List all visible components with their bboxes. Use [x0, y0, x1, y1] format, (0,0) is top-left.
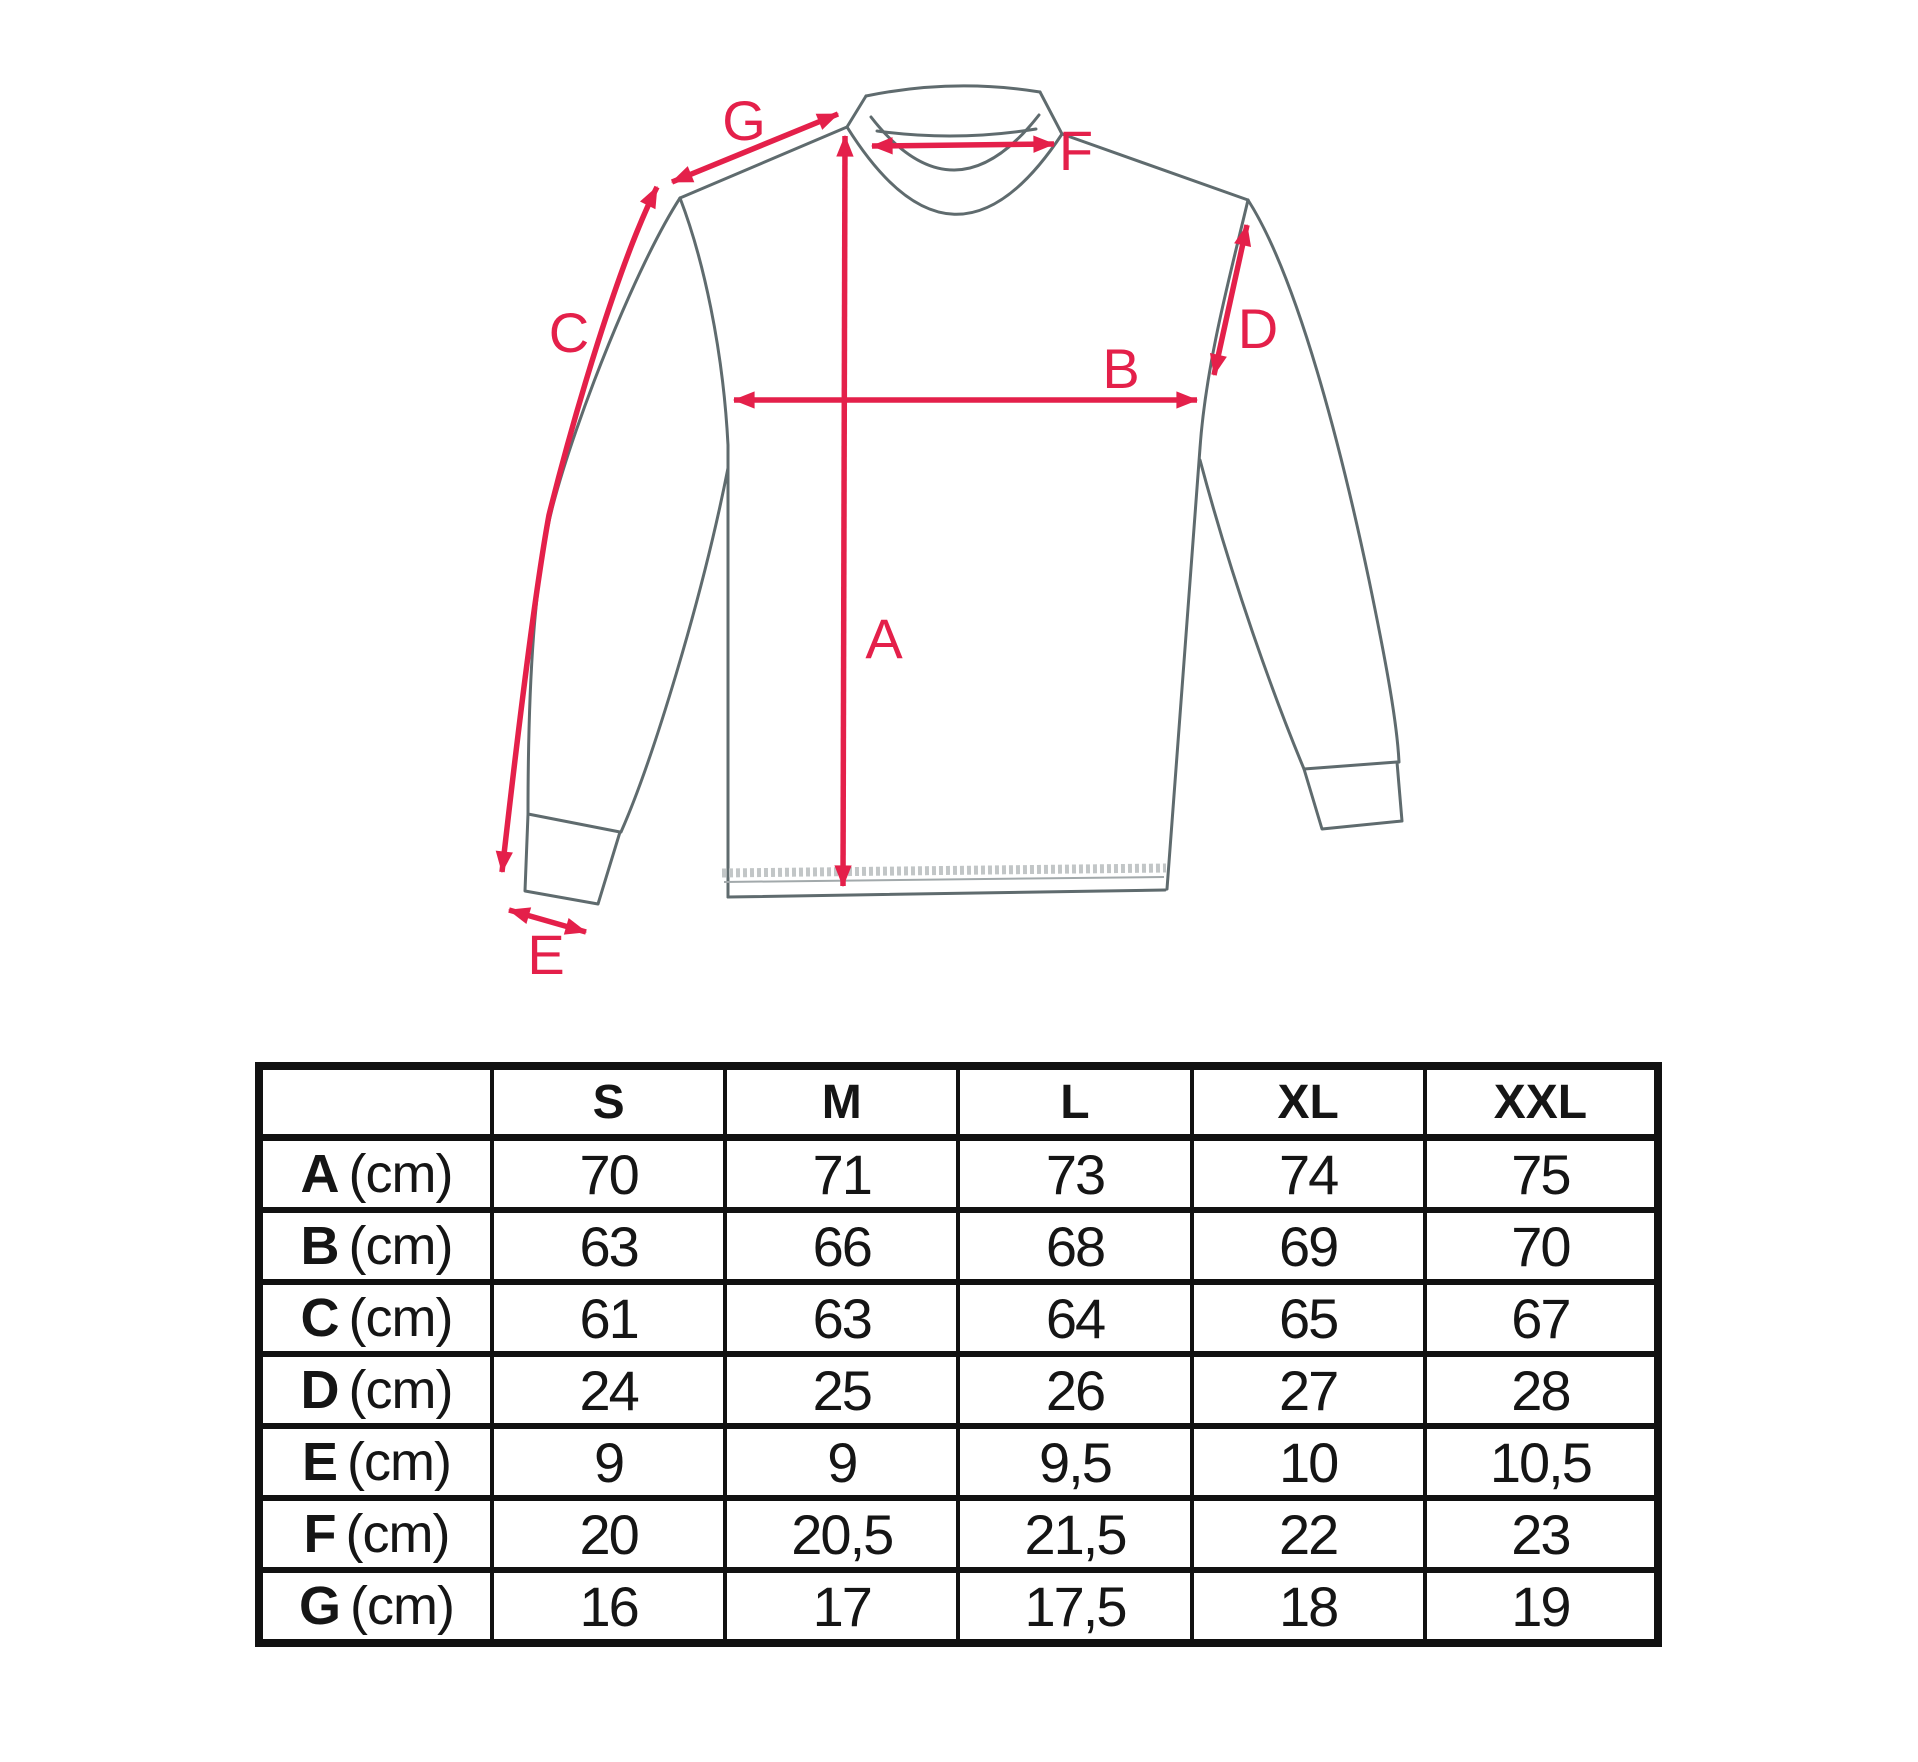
value-cell: 65 — [1192, 1282, 1425, 1354]
measure-label-d: D — [1237, 297, 1279, 360]
size-table-head — [259, 1066, 1658, 1138]
value-cell: 25 — [725, 1354, 958, 1426]
row-header — [259, 1354, 492, 1426]
measurement-arrows — [502, 114, 1247, 932]
table-row — [259, 1498, 1658, 1570]
value-cell: 67 — [1425, 1282, 1658, 1354]
size-column-header: S — [492, 1066, 725, 1138]
table-row — [259, 1282, 1658, 1354]
value-cell: 18 — [1192, 1570, 1425, 1643]
value-cell: 16 — [492, 1570, 725, 1643]
value-cell: 10 — [1192, 1426, 1425, 1498]
value-cell: 17 — [725, 1570, 958, 1643]
size-column-header: M — [725, 1066, 958, 1138]
value-cell: 23 — [1425, 1498, 1658, 1570]
value-cell: 26 — [958, 1354, 1191, 1426]
measure-arrow-f — [872, 144, 1054, 146]
value-cell: 21,5 — [958, 1498, 1191, 1570]
row-key: F — [303, 1504, 336, 1564]
value-cell: 9 — [492, 1426, 725, 1498]
sleeve-right-outer-edge — [1248, 200, 1399, 762]
row-header — [259, 1570, 492, 1643]
row-header — [259, 1426, 492, 1498]
row-unit: (cm) — [348, 1360, 453, 1420]
measure-label-f: F — [1058, 119, 1094, 182]
measure-arrow-a — [843, 136, 845, 886]
row-header — [259, 1498, 492, 1570]
value-cell: 24 — [492, 1354, 725, 1426]
row-unit: (cm) — [345, 1504, 450, 1564]
value-cell: 75 — [1425, 1138, 1658, 1211]
row-unit: (cm) — [348, 1144, 453, 1204]
hem-bottom-edge — [728, 890, 1165, 897]
value-cell: 64 — [958, 1282, 1191, 1354]
value-cell: 10,5 — [1425, 1426, 1658, 1498]
row-unit: (cm) — [348, 1216, 453, 1276]
value-cell: 63 — [725, 1282, 958, 1354]
measure-label-c: C — [548, 301, 590, 364]
value-cell: 74 — [1192, 1138, 1425, 1211]
size-column-header: XXL — [1425, 1066, 1658, 1138]
value-cell: 70 — [492, 1138, 725, 1211]
table-row — [259, 1354, 1658, 1426]
value-cell: 22 — [1192, 1498, 1425, 1570]
cuff-left — [525, 814, 620, 904]
value-cell: 70 — [1425, 1210, 1658, 1282]
row-key: D — [300, 1360, 339, 1420]
value-cell: 69 — [1192, 1210, 1425, 1282]
measure-label-g: G — [722, 89, 766, 152]
table-row — [259, 1210, 1658, 1282]
row-key: B — [300, 1216, 339, 1276]
row-header — [259, 1138, 492, 1211]
value-cell: 17,5 — [958, 1570, 1191, 1643]
row-unit: (cm) — [348, 1288, 453, 1348]
row-key: E — [302, 1432, 338, 1492]
value-cell: 63 — [492, 1210, 725, 1282]
value-cell: 71 — [725, 1138, 958, 1211]
value-cell: 27 — [1192, 1354, 1425, 1426]
measure-label-a: A — [865, 607, 903, 670]
corner-cell — [259, 1066, 492, 1138]
value-cell: 20,5 — [725, 1498, 958, 1570]
value-cell: 28 — [1425, 1354, 1658, 1426]
armhole-right-and-body-side — [1167, 200, 1248, 889]
value-cell: 20 — [492, 1498, 725, 1570]
collar-top-edge — [866, 86, 1040, 96]
table-row — [259, 1426, 1658, 1498]
measure-arrow-c — [502, 187, 657, 872]
value-cell: 66 — [725, 1210, 958, 1282]
garment-outline — [525, 86, 1402, 904]
row-unit: (cm) — [350, 1576, 454, 1636]
hem-band-stipple — [722, 868, 1166, 873]
row-unit: (cm) — [347, 1432, 451, 1492]
value-cell: 68 — [958, 1210, 1191, 1282]
value-cell: 19 — [1425, 1570, 1658, 1643]
row-key: A — [300, 1144, 339, 1204]
value-cell: 9 — [725, 1426, 958, 1498]
measure-label-b: B — [1102, 337, 1140, 400]
size-column-header: L — [958, 1066, 1191, 1138]
collar-left-edge — [847, 96, 866, 127]
size-table-body — [259, 1138, 1658, 1644]
table-row — [259, 1570, 1658, 1643]
value-cell: 61 — [492, 1282, 725, 1354]
sleeve-right-inner-edge — [1200, 460, 1304, 769]
sleeve-left-inner-edge — [621, 468, 728, 832]
collar-back-seam — [877, 129, 1036, 136]
row-key: G — [299, 1576, 341, 1636]
table-header-row — [259, 1066, 1658, 1138]
armhole-left-and-body-side — [680, 198, 728, 897]
row-key: C — [300, 1288, 339, 1348]
hem-band-seam — [724, 877, 1164, 882]
size-column-header: XL — [1192, 1066, 1425, 1138]
row-header — [259, 1282, 492, 1354]
size-table — [255, 1062, 1662, 1647]
cuff-right — [1304, 762, 1402, 829]
measure-label-e: E — [527, 923, 565, 986]
table-row — [259, 1138, 1658, 1211]
value-cell: 9,5 — [958, 1426, 1191, 1498]
row-header — [259, 1210, 492, 1282]
value-cell: 73 — [958, 1138, 1191, 1211]
